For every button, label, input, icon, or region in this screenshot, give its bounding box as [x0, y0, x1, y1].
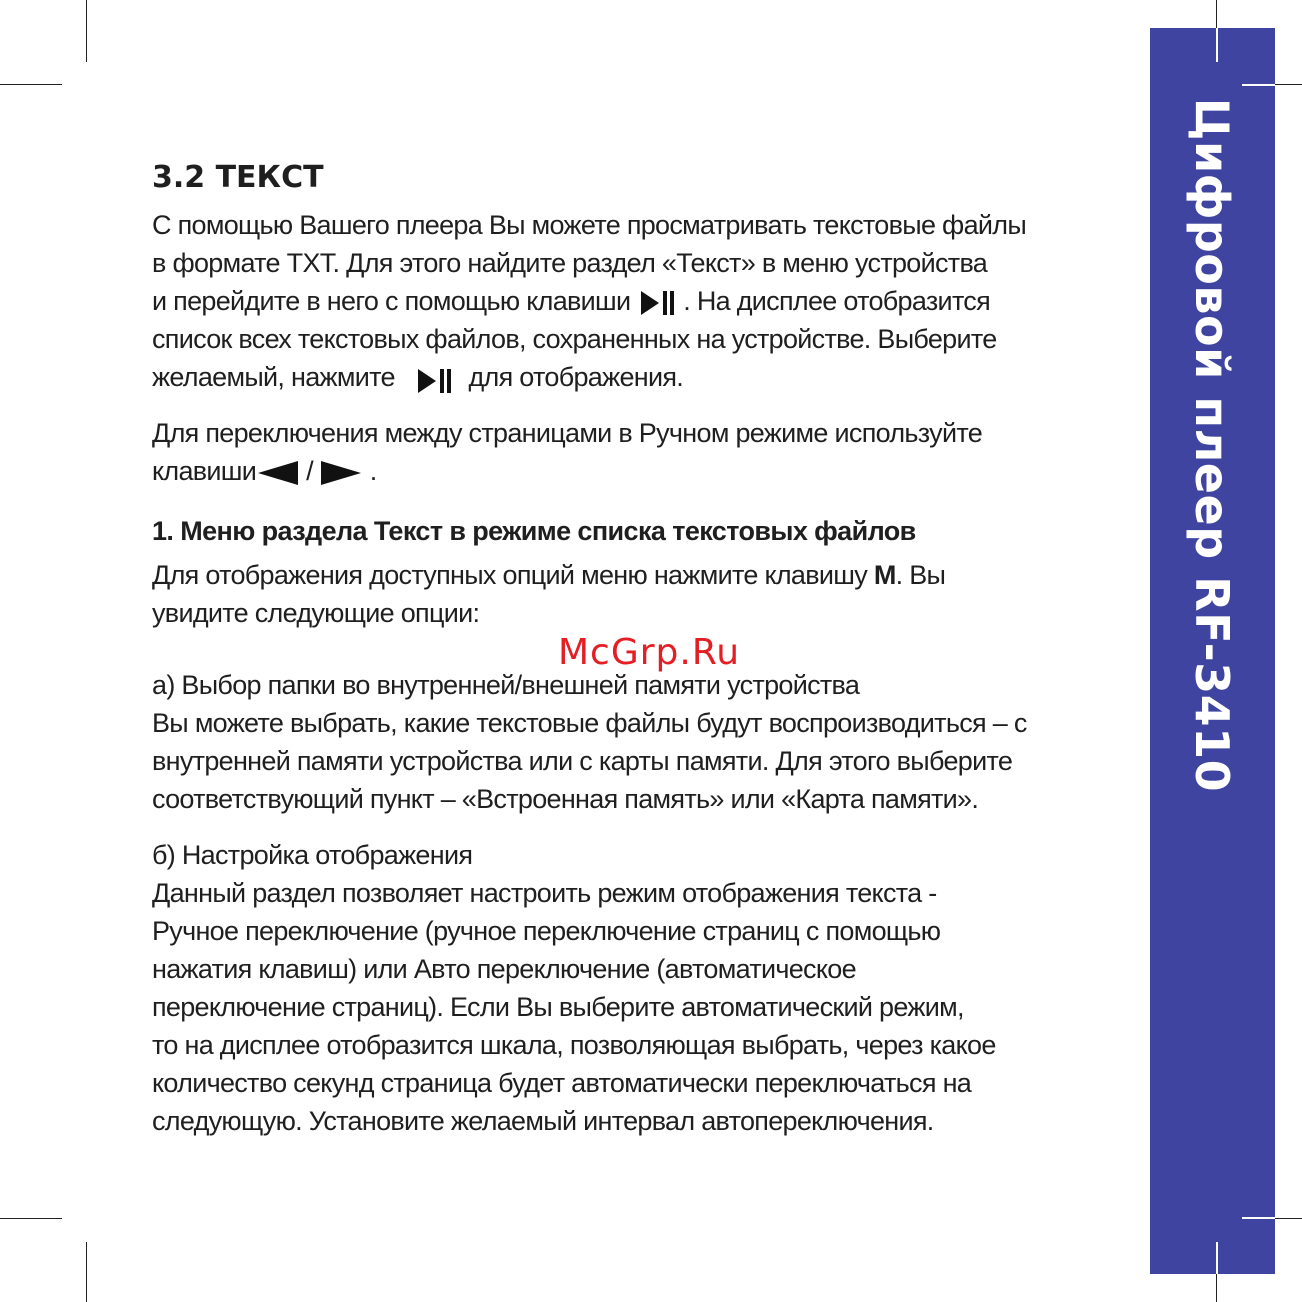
text-line	[152, 452, 1127, 490]
crop-mark	[86, 1242, 87, 1302]
text-line	[152, 358, 1127, 396]
text-line	[152, 282, 1127, 320]
text-line: следующую. Установите желаемый интервал автопереключения.	[152, 1106, 934, 1136]
crop-mark	[1216, 28, 1218, 62]
option-title: б) Настройка отображения	[152, 840, 473, 870]
text-line: переключение страниц). Если Вы выберите автоматический режим,	[152, 992, 964, 1022]
crop-mark	[0, 1218, 62, 1219]
crop-mark	[86, 0, 87, 62]
text-line: С помощью Вашего плеера Вы можете просматривать текстовые файлы	[152, 210, 1027, 240]
text-line: соответствующий пункт – «Встроенная память» или «Карта памяти».	[152, 784, 979, 814]
play-pause-icon	[637, 286, 683, 320]
paging-paragraph	[152, 414, 1127, 490]
text-fragment: желаемый, нажмите	[152, 362, 395, 392]
text-line: Ручное переключение (ручное переключение страниц с помощью	[152, 916, 941, 946]
text-line: Вы можете выбрать, какие текстовые файлы будут воспроизводиться – с	[152, 708, 1027, 738]
text-fragment: . Вы	[895, 560, 946, 590]
crop-mark	[1216, 1242, 1218, 1274]
text-line: количество секунд страница будет автоматически переключаться на	[152, 1068, 972, 1098]
crop-mark	[0, 84, 62, 85]
text-fragment: для отображения.	[468, 362, 684, 392]
text-fragment: клавиши	[152, 456, 257, 486]
crop-mark	[1242, 1217, 1275, 1219]
text-line: Данный раздел позволяет настроить режим отображения текста -	[152, 878, 937, 908]
intro-paragraph	[152, 206, 1127, 396]
watermark: McGrp.Ru	[558, 632, 741, 673]
text-fragment: . На дисплее отобразится	[683, 286, 991, 316]
text-line: в формате TXT. Для этого найдите раздел «Текст» в меню устройства	[152, 248, 988, 278]
separator: /	[306, 456, 313, 486]
text-line: список всех текстовых файлов, сохраненных на устройстве. Выберите	[152, 324, 997, 354]
subsection-title: 1. Меню раздела Текст в режиме списка текстовых файлов	[152, 516, 916, 546]
arrow-right-icon	[319, 459, 363, 487]
text-line: нажатия клавиш) или Авто переключение (автоматическое	[152, 954, 856, 984]
option-title: а) Выбор папки во внутренней/внешней памяти устройства	[152, 670, 860, 700]
text-line: внутренней памяти устройства или с карты памяти. Для этого выберите	[152, 746, 1013, 776]
text-fragment: Для отображения доступных опций меню нажмите клавишу	[152, 560, 868, 590]
text-line: увидите следующие опции:	[152, 598, 480, 628]
text-fragment: .	[369, 456, 377, 486]
key-label: M	[873, 560, 896, 590]
option-b-paragraph	[152, 836, 1127, 1140]
arrow-left-icon	[256, 459, 300, 487]
text-line	[152, 556, 1127, 594]
text-line: то на дисплее отобразится шкала, позволяющая выбрать, через какое	[152, 1030, 996, 1060]
text-fragment: и перейдите в него с помощью клавиши	[152, 286, 631, 316]
play-pause-icon	[402, 362, 462, 396]
crop-mark	[1242, 84, 1275, 86]
section-title: 3.2 ТЕКСТ	[152, 160, 324, 195]
menu-intro-paragraph	[152, 556, 1127, 632]
sidebar-title: Цифровой плеер RF-3410	[1185, 97, 1239, 793]
option-a-paragraph	[152, 666, 1127, 818]
text-line: Для переключения между страницами в Ручном режиме используйте	[152, 418, 983, 448]
